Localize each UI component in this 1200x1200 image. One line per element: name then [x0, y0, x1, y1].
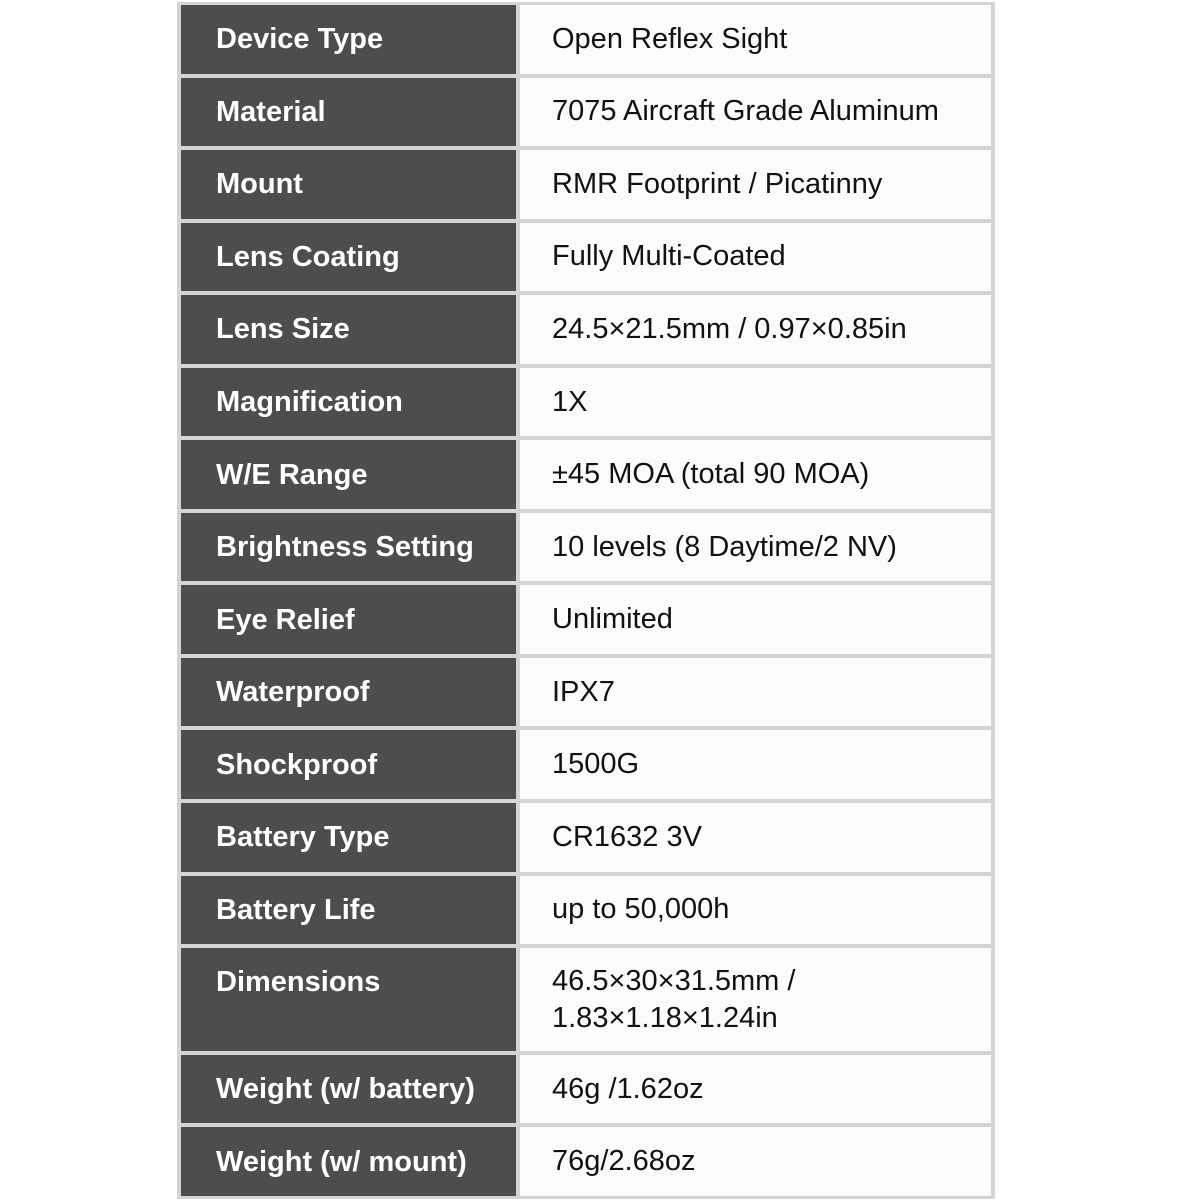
spec-label: W/E Range — [181, 440, 516, 509]
spec-value: 46g /1.62oz — [520, 1055, 991, 1124]
spec-label: Brightness Setting — [181, 513, 516, 582]
spec-label: Shockproof — [181, 730, 516, 799]
spec-table — [177, 2, 995, 1199]
spec-label: Eye Relief — [181, 585, 516, 654]
spec-label: Magnification — [181, 368, 516, 437]
spec-row-eye-relief — [181, 585, 991, 654]
spec-label: Weight (w/ mount) — [181, 1127, 516, 1196]
spec-label: Device Type — [181, 5, 516, 74]
spec-row-lens-coating — [181, 223, 991, 292]
spec-label: Dimensions — [181, 948, 516, 1051]
spec-row-material — [181, 78, 991, 147]
spec-value: up to 50,000h — [520, 876, 991, 945]
spec-value: 1X — [520, 368, 991, 437]
spec-row-battery-type — [181, 803, 991, 872]
spec-row-device-type — [181, 5, 991, 74]
spec-value: 7075 Aircraft Grade Aluminum — [520, 78, 991, 147]
spec-row-weight-with-battery — [181, 1055, 991, 1124]
spec-value: 24.5×21.5mm / 0.97×0.85in — [520, 295, 991, 364]
spec-label: Lens Size — [181, 295, 516, 364]
spec-row-dimensions — [181, 948, 991, 1051]
spec-label: Mount — [181, 150, 516, 219]
spec-value: ±45 MOA (total 90 MOA) — [520, 440, 991, 509]
spec-row-we-range — [181, 440, 991, 509]
spec-label: Battery Life — [181, 876, 516, 945]
spec-value: 1500G — [520, 730, 991, 799]
spec-row-brightness-setting — [181, 513, 991, 582]
spec-label: Waterproof — [181, 658, 516, 727]
spec-row-weight-with-mount — [181, 1127, 991, 1196]
spec-value: IPX7 — [520, 658, 991, 727]
spec-value: Open Reflex Sight — [520, 5, 991, 74]
spec-row-magnification — [181, 368, 991, 437]
spec-row-battery-life — [181, 876, 991, 945]
spec-label: Weight (w/ battery) — [181, 1055, 516, 1124]
spec-value: Unlimited — [520, 585, 991, 654]
spec-row-mount — [181, 150, 991, 219]
spec-value: 46.5×30×31.5mm / 1.83×1.18×1.24in — [520, 948, 991, 1051]
spec-value: Fully Multi-Coated — [520, 223, 991, 292]
spec-label: Material — [181, 78, 516, 147]
spec-label: Battery Type — [181, 803, 516, 872]
spec-value: 76g/2.68oz — [520, 1127, 991, 1196]
spec-row-waterproof — [181, 658, 991, 727]
spec-label: Lens Coating — [181, 223, 516, 292]
spec-value: RMR Footprint / Picatinny — [520, 150, 991, 219]
spec-row-shockproof — [181, 730, 991, 799]
spec-value: CR1632 3V — [520, 803, 991, 872]
spec-row-lens-size — [181, 295, 991, 364]
spec-value: 10 levels (8 Daytime/2 NV) — [520, 513, 991, 582]
